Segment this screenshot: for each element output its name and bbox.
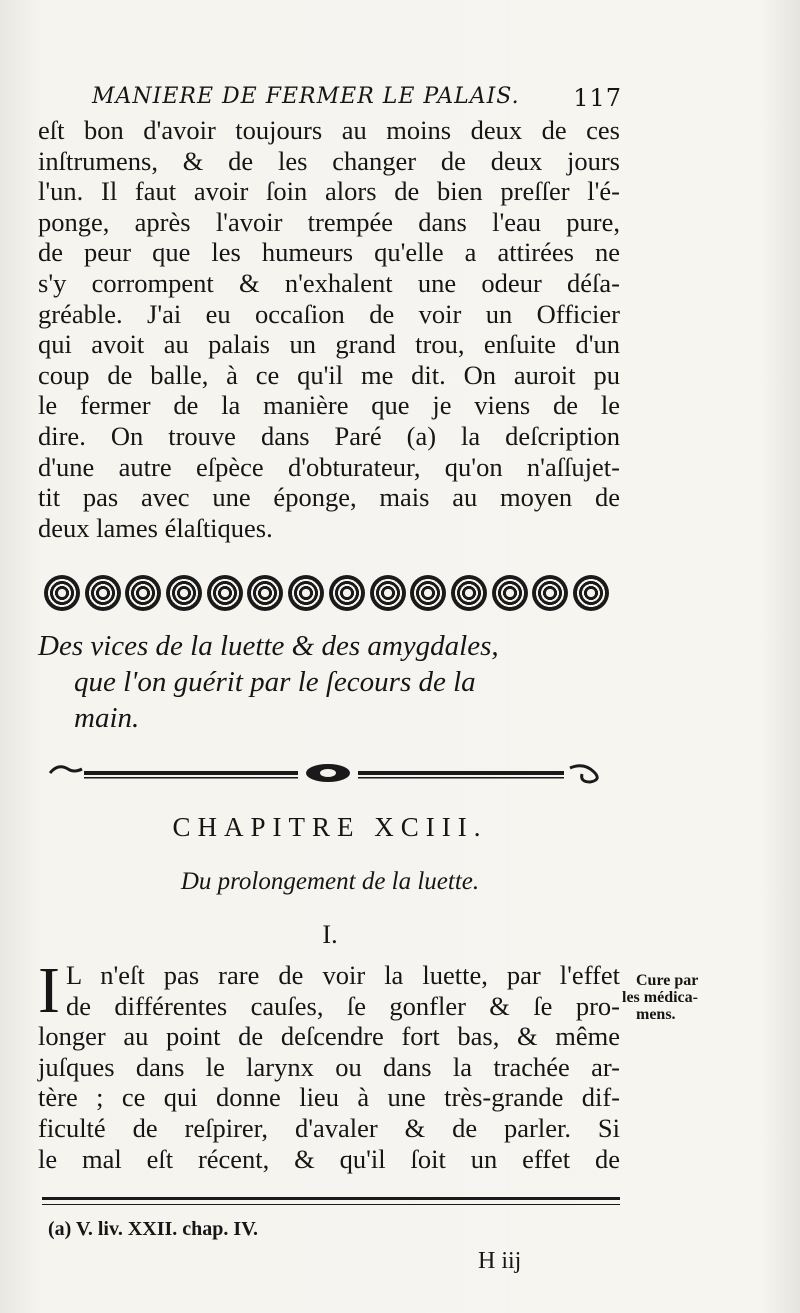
footnote-rule: [42, 1197, 620, 1200]
text-line: ponge, après l'avoir trempée dans l'eau pure,: [38, 206, 620, 237]
margin-note-line: les médica-: [622, 989, 698, 1006]
rosette-ornament: [44, 575, 80, 611]
rosette-ornament: [247, 575, 283, 611]
text-line: L n'eſt pas rare de voir la luette, par l'effet: [65, 960, 620, 990]
footnote: (a) V. liv. XXII. chap. IV.: [48, 1218, 259, 1240]
margin-note: [622, 972, 776, 1023]
running-head-title: MANIERE DE FERMER LE PALAIS.: [92, 84, 520, 109]
running-head: [92, 84, 622, 112]
rosette-ornament: [532, 575, 568, 611]
rosette-ornament: [85, 575, 121, 611]
rosette-ornament: [573, 575, 609, 611]
ornament-rosette-band: [44, 575, 609, 611]
text-line: tère ; ce qui donne lieu à une très-grande dif-: [38, 1082, 620, 1113]
rosette-ornament: [166, 575, 202, 611]
footnote-rule-thin: [42, 1204, 620, 1205]
rosette-ornament: [207, 575, 243, 611]
chapter-heading: CHAPITRE XCIII.: [172, 812, 488, 842]
text-line: coup de balle, à ce qu'il me dit. On auroit pu: [38, 359, 620, 390]
text-line: qui avoit au palais un grand trou, enſuite d'un: [38, 329, 620, 360]
text-line: gréable. J'ai eu occaſion de voir un Officier: [38, 298, 620, 329]
rosette-ornament: [329, 575, 365, 611]
article-number: I.: [322, 920, 338, 949]
rosette-ornament: [370, 575, 406, 611]
rosette-ornament: [288, 575, 324, 611]
section-title: [38, 628, 628, 736]
ornamental-rule: [48, 762, 608, 784]
margin-note-line: mens.: [636, 1006, 676, 1023]
section-title-line: main.: [74, 702, 140, 734]
rosette-ornament: [492, 575, 528, 611]
rosette-ornament: [125, 575, 161, 611]
text-line: tit pas avec une éponge, mais au moyen de: [38, 482, 620, 513]
text-line: longer au point de deſcendre fort bas, & même: [38, 1021, 620, 1052]
text-line: juſques dans le larynx ou dans la trachée ar-: [38, 1051, 620, 1082]
text-line: inſtrumens, & de les changer de deux jours: [38, 145, 620, 176]
text-line: de peur que les humeurs qu'elle a attirées ne: [38, 237, 620, 268]
page-number: 117: [573, 84, 622, 112]
signature-mark: H iij: [478, 1248, 522, 1274]
rosette-ornament: [410, 575, 446, 611]
text-line: eſt bon d'avoir toujours au moins deux de ces: [38, 115, 620, 145]
rosette-ornament: [451, 575, 487, 611]
section-title-line: Des vices de la luette & des amygdales,: [38, 630, 499, 662]
paragraph-1: [38, 115, 620, 543]
text-line: d'une autre eſpèce d'obturateur, qu'on n'aſſujet-: [38, 451, 620, 482]
chapter-subtitle: Du prolongement de la luette.: [180, 868, 480, 895]
text-line: l'un. Il faut avoir ſoin alors de bien preſſer l'é-: [38, 176, 620, 207]
paragraph-2: [38, 954, 620, 1174]
text-line: de différentes cauſes, ſe gonfler & ſe pro-: [65, 990, 620, 1021]
section-title-line: que l'on guérit par le ſecours de la: [74, 666, 476, 698]
drop-cap: I: [38, 954, 60, 1027]
text-line: dire. On trouve dans Paré (a) la deſcription: [38, 420, 620, 451]
text-line: le fermer de la manière que je viens de le: [38, 390, 620, 421]
text-line: ficulté de reſpirer, d'avaler & de parler. Si: [38, 1112, 620, 1143]
text-line: le mal eſt récent, & qu'il ſoit un effet de: [38, 1143, 620, 1174]
margin-note-line: Cure par: [636, 972, 699, 989]
text-line: s'y corrompent & n'exhalent une odeur déſa-: [38, 267, 620, 298]
text-line: deux lames élaſtiques.: [38, 512, 273, 543]
